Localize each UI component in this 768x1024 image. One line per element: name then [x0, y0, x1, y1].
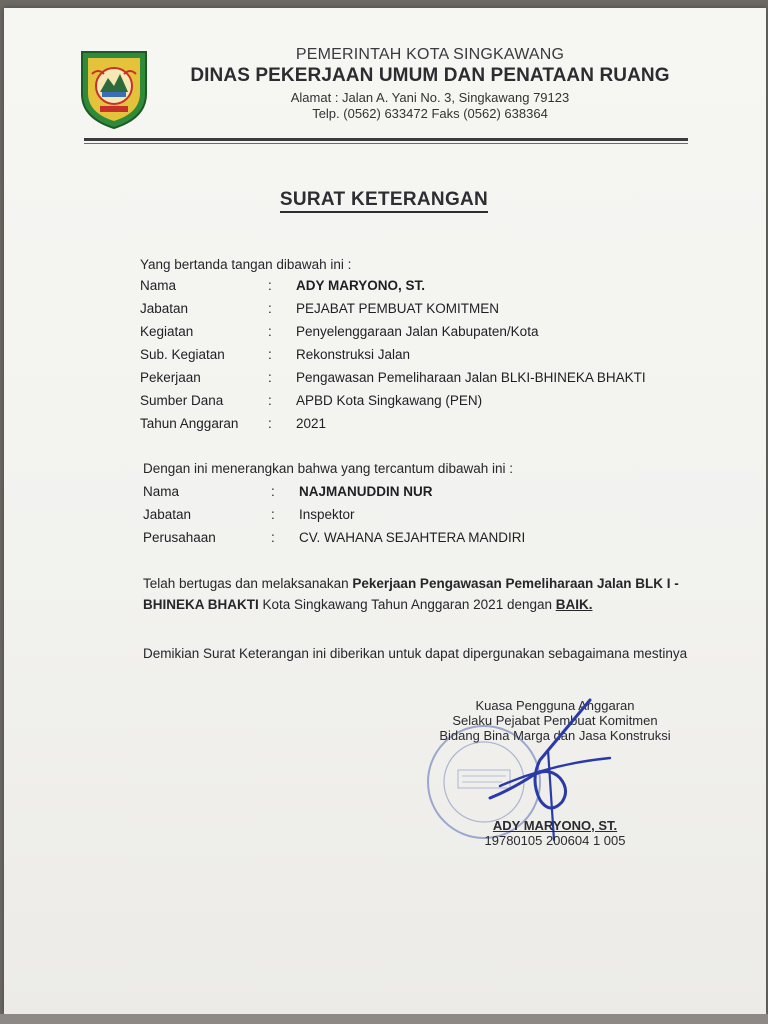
field-row — [140, 324, 720, 344]
field-colon: : — [271, 530, 275, 545]
statement-paragraph: Telah bertugas dan melaksanakan Pekerjaan Pengawasan Pemeliharaan Jalan BLK I - BHINEKA BHAKTI Kota Singkawang Tahun Anggaran 2021 dengan BAIK. — [143, 576, 679, 612]
field-value: CV. WAHANA SEJAHTERA MANDIRI — [299, 530, 526, 545]
signature-title-3: Bidang Bina Marga dan Jasa Konstruksi — [439, 728, 671, 743]
field-row — [140, 393, 720, 413]
agency-address: Alamat : Jalan A. Yani No. 3, Singkawang 79123 — [290, 90, 570, 105]
field-value: Inspektor — [299, 507, 355, 522]
letterhead — [160, 46, 700, 121]
signer-nip: 19780105 200604 1 005 — [484, 833, 626, 848]
field-label: Perusahaan — [143, 530, 216, 545]
field-colon: : — [268, 278, 272, 293]
desk-edge — [0, 1014, 768, 1024]
letterhead-rule-thick — [84, 138, 688, 141]
field-label: Jabatan — [143, 507, 192, 522]
field-row — [143, 507, 723, 527]
signer-block — [410, 818, 700, 848]
document-title: SURAT KETERANGAN — [0, 189, 768, 211]
field-colon: : — [268, 370, 272, 385]
field-colon: : — [268, 393, 272, 408]
government-name: PEMERINTAH KOTA SINGKAWANG — [295, 46, 565, 63]
field-colon: : — [268, 301, 272, 316]
field-value: PEJABAT PEMBUAT KOMITMEN — [296, 301, 500, 316]
field-value: 2021 — [296, 416, 327, 431]
agency-contact: Telp. (0562) 633472 Faks (0562) 638364 — [312, 106, 548, 121]
signature-title-1: Kuasa Pengguna Anggaran — [475, 698, 635, 713]
city-coat-of-arms-icon — [78, 44, 150, 130]
field-label: Jabatan — [140, 301, 189, 316]
field-row — [140, 416, 720, 436]
field-colon: : — [268, 324, 272, 339]
field-row — [143, 530, 723, 550]
closing-paragraph: Demikian Surat Keterangan ini diberikan untuk dapat dipergunakan sebagaimana mestinya — [143, 646, 688, 661]
signer-name: ADY MARYONO, ST. — [492, 818, 618, 833]
field-row — [140, 278, 720, 298]
field-row — [143, 484, 723, 504]
field-value: Pengawasan Pemeliharaan Jalan BLKI-BHINEKA BHAKTI — [296, 370, 646, 385]
field-value: ADY MARYONO, ST. — [296, 278, 426, 293]
field-colon: : — [271, 507, 275, 522]
field-label: Nama — [143, 484, 180, 499]
field-value: NAJMANUDDIN NUR — [299, 484, 433, 499]
field-value: Penyelenggaraan Jalan Kabupaten/Kota — [296, 324, 539, 339]
field-label: Tahun Anggaran — [140, 416, 239, 431]
field-label: Nama — [140, 278, 177, 293]
field-label: Sub. Kegiatan — [140, 347, 225, 362]
letterhead-rule-thin — [84, 143, 688, 144]
intro-text: Yang bertanda tangan dibawah ini : — [140, 257, 352, 272]
field-colon: : — [268, 347, 272, 362]
field-colon: : — [271, 484, 275, 499]
field-value: Rekonstruksi Jalan — [296, 347, 411, 362]
field-row — [140, 370, 720, 390]
field-label: Sumber Dana — [140, 393, 224, 408]
agency-name: DINAS PEKERJAAN UMUM DAN PENATAAN RUANG — [190, 65, 670, 86]
intro2-text: Dengan ini menerangkan bahwa yang tercantum dibawah ini : — [143, 461, 513, 476]
field-label: Pekerjaan — [140, 370, 201, 385]
field-label: Kegiatan — [140, 324, 194, 339]
field-row — [140, 301, 720, 321]
field-value: APBD Kota Singkawang (PEN) — [296, 393, 483, 408]
signature-title-2: Selaku Pejabat Pembuat Komitmen — [452, 713, 658, 728]
field-colon: : — [268, 416, 272, 431]
field-row — [140, 347, 720, 367]
